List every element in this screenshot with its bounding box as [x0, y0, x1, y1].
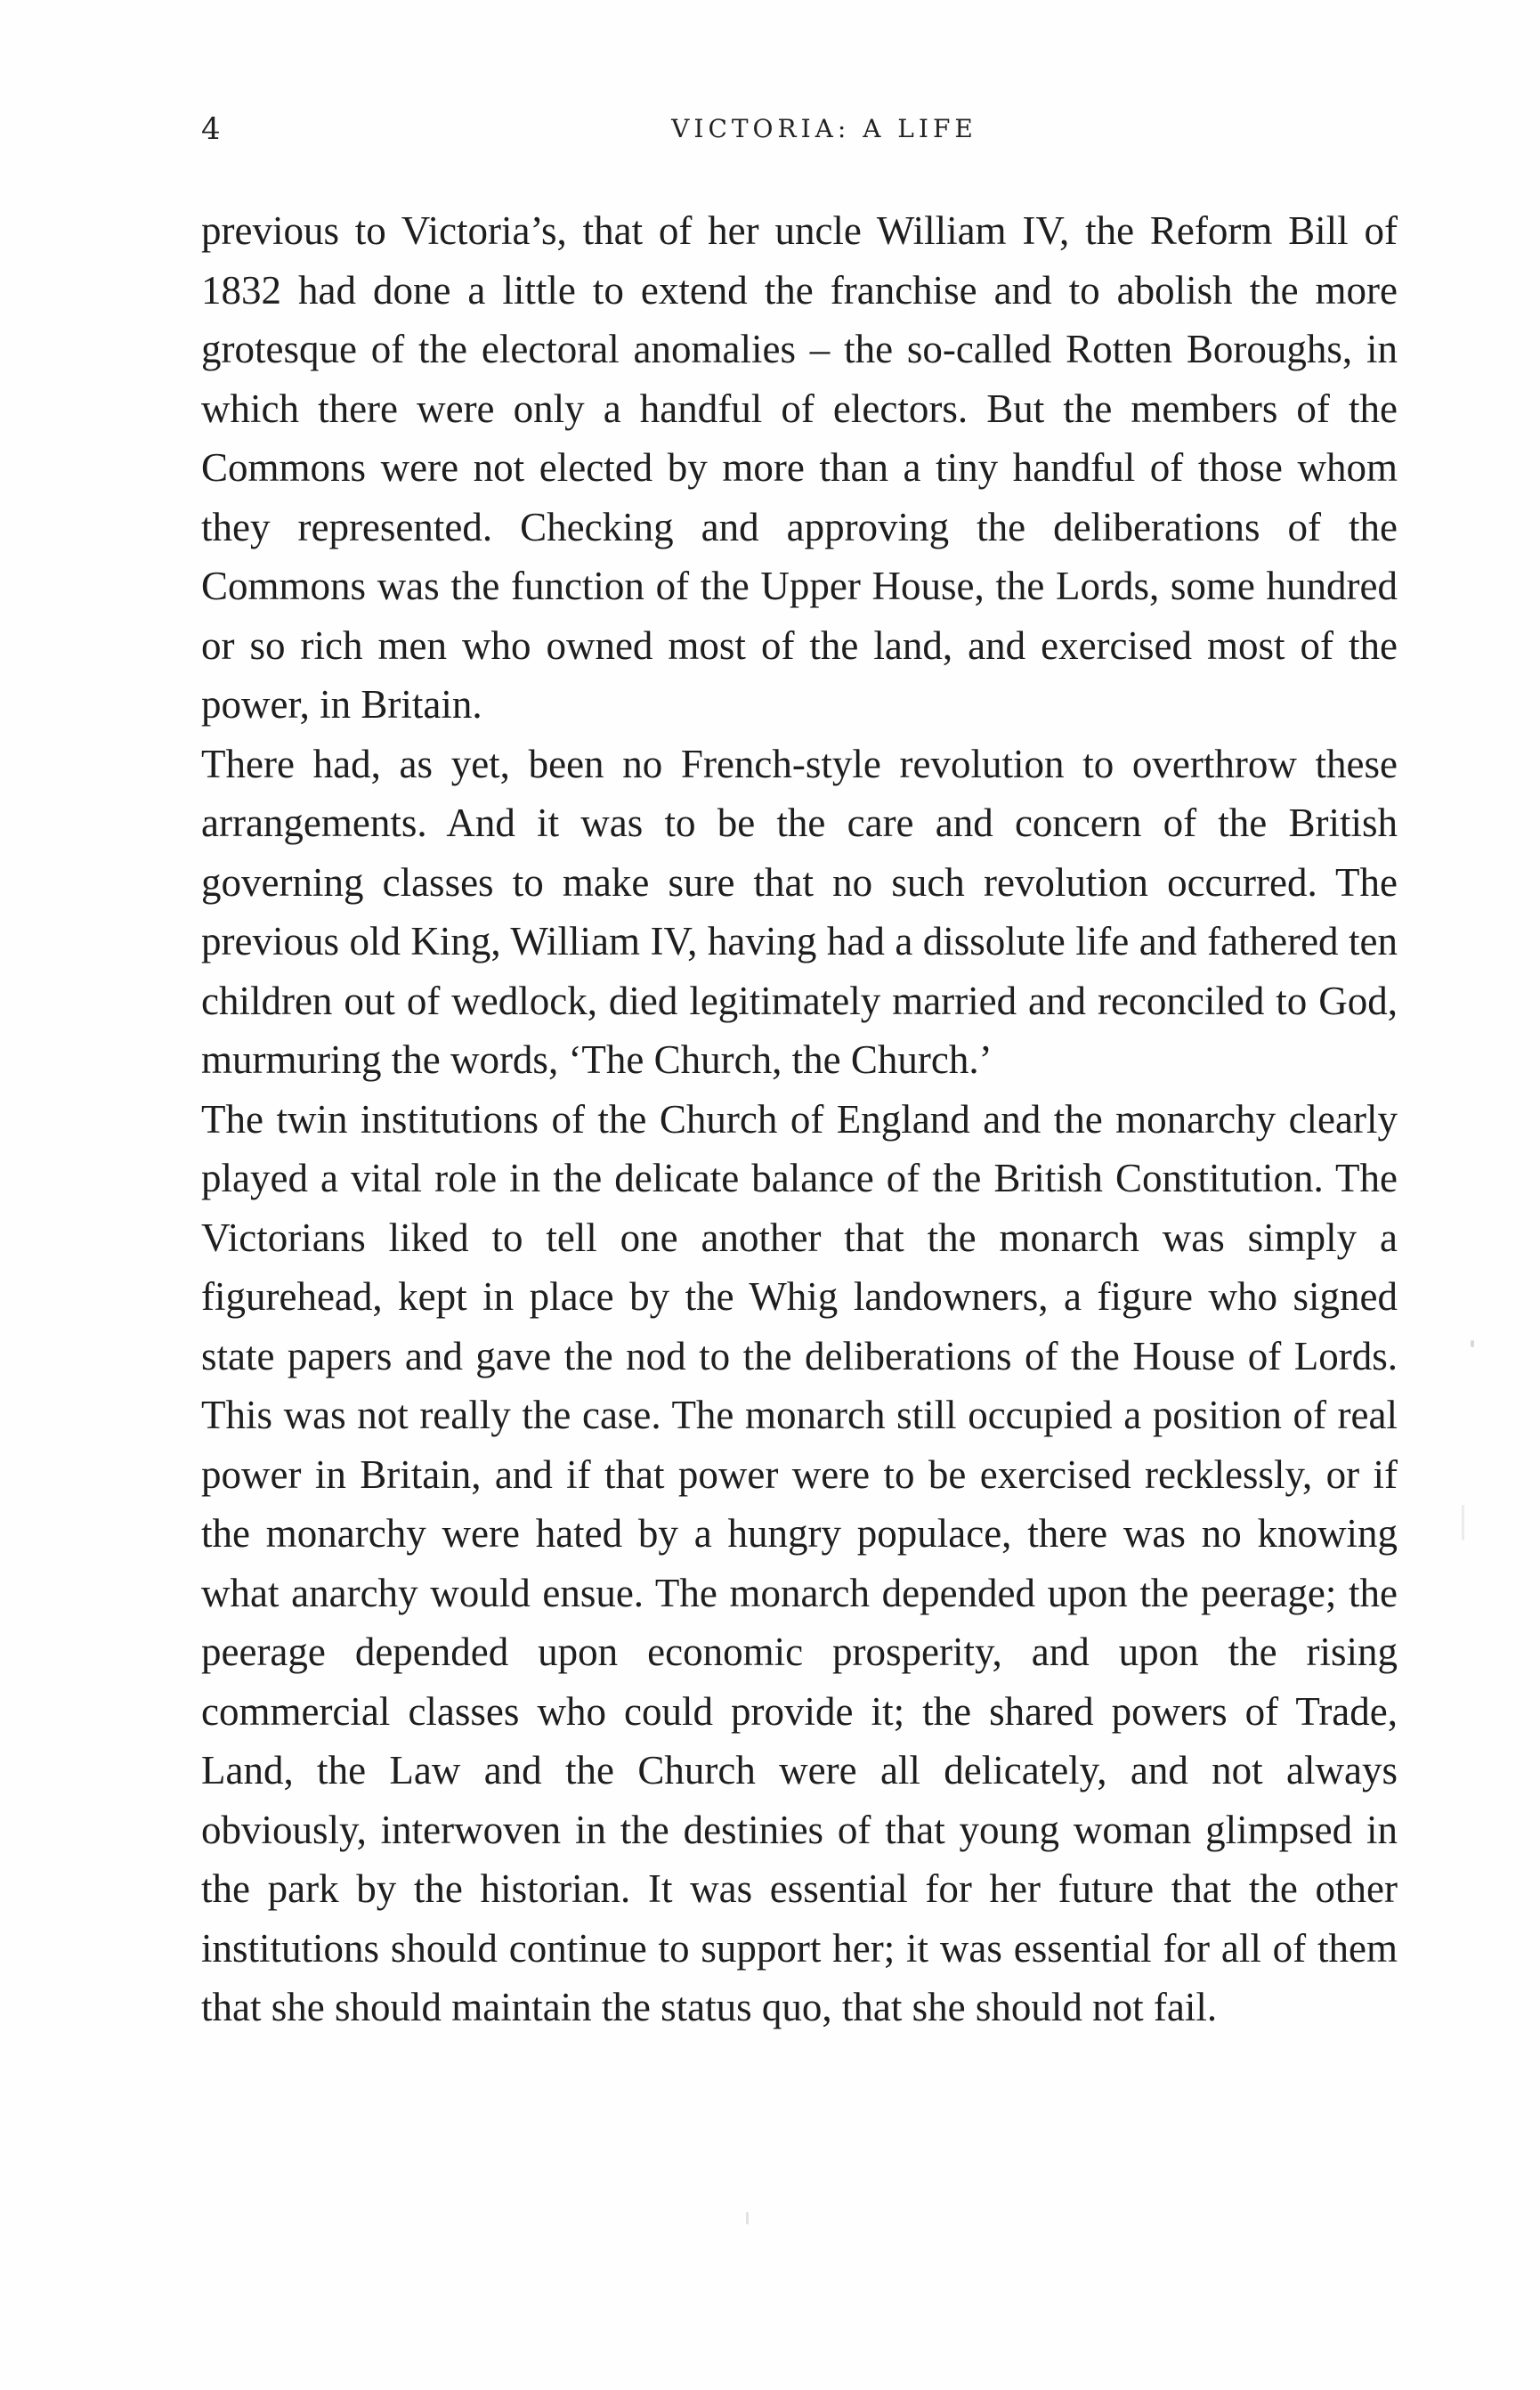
paragraph-3: The twin institutions of the Church of England and the monarchy clearly played a vital role in the delicate balance of the British Constitution. The Victorians liked to tell one another that the monarch was simply a figurehead, kept in place by the Whig landowners, a figure who signed state papers and gave the nod to the deliberations of the House of Lords. This was not really the case. The monarch still occupied a position of real power in Britain, and if that power were to be exercised recklessly, or if the monarchy were hated by a hungry populace, there was no knowing what anarchy would ensue. The monarch depended upon the peerage; the peerage depended upon economic prosperity, and upon the rising commercial classes who could provide it; the shared powers of Trade, Land, the Law and the Church were all delicately, and not always obviously, interwoven in the destinies of that young woman glimpsed in the park by the historian. It was essential for her future that the other institutions should continue to support her; it was essential for all of them that she should maintain the status quo, that she should not fail. — [201, 1096, 1398, 2029]
scan-speck — [1462, 1505, 1464, 1540]
scan-speck — [1471, 1340, 1474, 1347]
paragraph-1: previous to Victoria’s, that of her uncle William IV, the Reform Bill of 1832 had done a little to extend the franchise and to abolish the more grotesque of the electoral anomalies – the so-called Rotten Boroughs, in which there were only a handful of electors. But the members of the Commons were not elected by more than a tiny handful of those whom they represented. Checking and approving the deliberations of the Commons was the function of the Upper House, the Lords, some hundred or so rich men who owned most of the land, and exercised most of the power, in Britain. — [201, 208, 1398, 727]
body-text — [201, 201, 1398, 2037]
book-title: VICTORIA: A LIFE — [671, 114, 977, 143]
running-head — [201, 107, 1394, 151]
paragraph-2: There had, as yet, been no French-style revolution to overthrow these arrangements. And it was to be the care and concern of the British governing classes to make sure that no such revolution occurred. The previous old King, William IV, having had a dissolute life and fathered ten children out of wedlock, died legitimately married and reconciled to God, murmuring the words, ‘The Church, the Church.’ — [201, 741, 1398, 1082]
scan-speck — [746, 2212, 749, 2224]
page-number: 4 — [201, 111, 221, 147]
